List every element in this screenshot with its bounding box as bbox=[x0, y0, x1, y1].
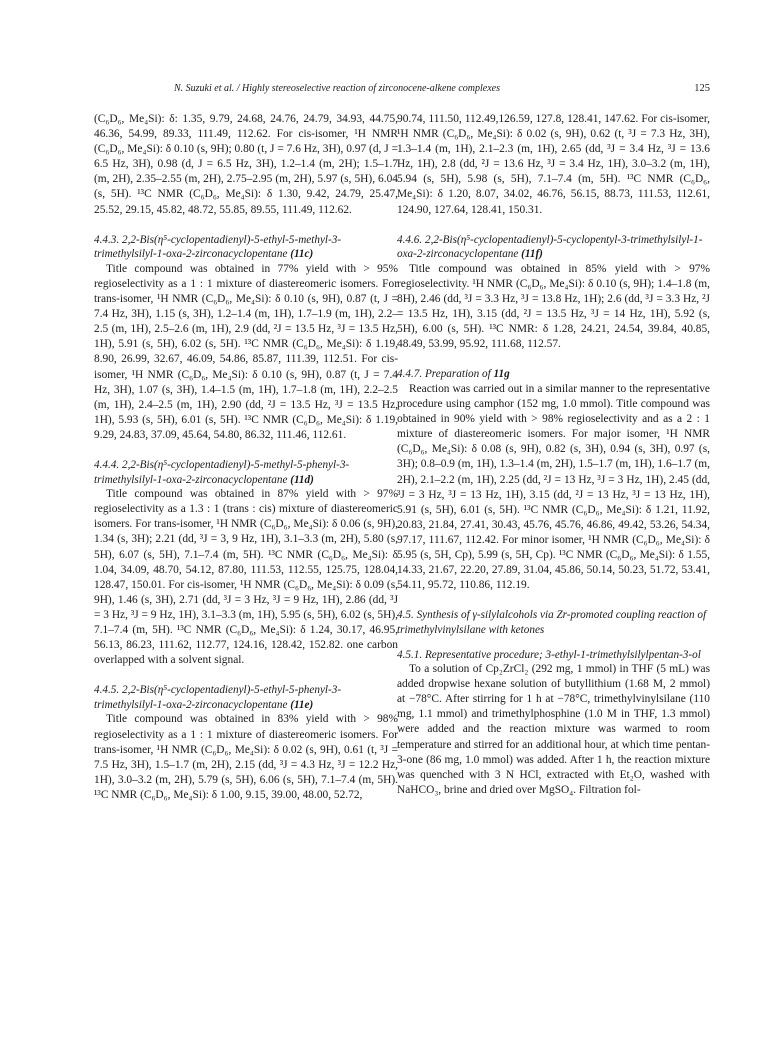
section-heading-4-5-1: 4.5.1. Representative procedure; 3-ethyl-1-trimethylsilylpentan-3-ol bbox=[397, 648, 701, 661]
right-column bbox=[397, 112, 710, 798]
paragraph-4-5-1: To a solution of Cp₂ZrCl₂ (292 mg, 1 mmol) in THF (5 mL) was added dropwise hexane solution of butyllithium (1.68 M, 2 mmol) at −78°C. After stirring for 1 h at −78°C, trimethylvinylsilane (110 mg, 1.1 mmol) and trimethylphosphine (1.0 M in THF, 1.3 mmol) were added and the reaction mixture was warmed to room temperature and stirred for an additional hour, at which time pentan-3-one (86 mg, 1.0 mmol) was added. After 1 h, the reaction mixture was quenched with 3 N HCl, extracted with Et₂O, washed with NaHCO₃, brine and dried over MgSO₄. Filtration fol- bbox=[397, 663, 710, 796]
section-heading-4-4-3 bbox=[94, 233, 398, 262]
paragraph-4-4-6: Title compound was obtained in 85% yield with > 97% regioselectivity. ¹H NMR (C₆D₆, Me₄Si): δ 0.10 (s, 9H); 1.4–1.8 (m, 8H), 2.46 (dd, ³J = 3.3 Hz, ³J = 13.8 Hz, 1H); 2.6 (dd, ³J = 3.3 Hz, ²J = 13.5 Hz, 1H), 3.15 (dd, ²J = 13.5 Hz, ³J = 14 Hz, 1H), 5.92 (s, 5H), 6.00 (s, 5H). ¹³C NMR: δ 1.28, 24.21, 24.54, 39.84, 40.85, 48.49, 53.99, 95.92, 111.68, 112.57. bbox=[397, 262, 710, 351]
heading-text: 4.4.3. 2,2-Bis(η⁵-cyclopentadienyl)-5-ethyl-5-methyl-3-trimethylsilyl-1-oxa-2-zirconacyclopentane bbox=[94, 233, 342, 261]
heading-text: 4.4.6. 2,2-Bis(η⁵-cyclopentadienyl)-5-cyclopentyl-3-trimethylsilyl-1-oxa-2-zirconacyclopentane bbox=[397, 233, 703, 261]
section-heading-4-4-6 bbox=[397, 233, 710, 262]
compound-label: (11c) bbox=[290, 248, 314, 261]
section-heading-4-4-4 bbox=[94, 458, 398, 487]
section-heading-4-5: 4.5. Synthesis of γ-silylalcohols via Zr-promoted coupling reaction of trimethylvinylsilane with ketones bbox=[397, 609, 707, 636]
left-column bbox=[94, 112, 398, 803]
paragraph-continued: 90.74, 111.50, 112.49,126.59, 127.8, 128.41, 147.62. For cis-isomer, ¹H NMR (C₆D₆, Me₄Si): δ 0.02 (s, 9H), 0.62 (t, ³J = 7.3 Hz, 3H), 1.3–1.4 (m, 1H), 2.1–2.3 (m, 1H), 2.65 (dd, ³J = 3.4 Hz, ³J = 13.6 Hz, 1H), 2.8 (dd, ²J = 13.6 Hz, ³J = 3.4 Hz, 1H), 3.0–3.2 (m, 1H), 5.94 (s, 5H), 5.98 (s, 5H), 7.1–7.4 (m, 5H). ¹³C NMR (C₆D₆, Me₄Si): δ 1.20, 8.07, 34.02, 46.76, 56.15, 88.73, 111.53, 112.61, 124.90, 127.64, 128.41, 150.31. bbox=[397, 113, 710, 216]
heading-text: 4.4.7. Preparation of bbox=[397, 368, 494, 381]
page-header bbox=[94, 83, 710, 99]
paragraph-continued: (C₆D₆, Me₄Si): δ: 1.35, 9.79, 24.68, 24.76, 24.79, 34.93, 44.75, 46.36, 54.99, 89.33, 111.49, 112.62. For cis-isomer, ¹H NMR (C₆D₆, Me₄Si): δ 0.10 (s, 9H); 0.80 (t, J = 7.6 Hz, 3H), 0.97 (d, J = 6.5 Hz, 3H), 0.98 (d, J = 6.5 Hz, 3H), 1.2–1.4 (m, 2H); 1.5–1.7 (m, 2H), 2.35–2.55 (m, 2H), 2.75–2.95 (m, 2H), 5.97 (s, 5H), 6.04 (s, 5H). ¹³C NMR (C₆D₆, Me₄Si): δ 1.30, 9.42, 24.79, 25.47, 25.52, 29.15, 45.82, 48.72, 55.85, 89.55, 111.49, 112.62. bbox=[94, 113, 398, 216]
compound-label: (11e) bbox=[290, 698, 314, 711]
heading-text: 4.4.4. 2,2-Bis(η⁵-cyclopentadienyl)-5-methyl-5-phenyl-3-trimethylsilyl-1-oxa-2-zirconacyclopentane bbox=[94, 458, 350, 486]
section-heading-4-4-5 bbox=[94, 683, 398, 712]
compound-label: 11g bbox=[493, 368, 510, 381]
section-heading-4-4-7 bbox=[397, 367, 710, 382]
compound-label: (11d) bbox=[290, 473, 314, 486]
compound-label: (11f) bbox=[521, 248, 543, 261]
heading-text: 4.4.5. 2,2-Bis(η⁵-cyclopentadienyl)-5-ethyl-5-phenyl-3-trimethylsilyl-1-oxa-2-zirconacyclopentane bbox=[94, 684, 342, 711]
paragraph-4-4-3: Title compound was obtained in 77% yield with > 95% regioselectivity as a 1 : 1 mixture of diastereomeric isomers. For trans-isomer, ¹H NMR (C₆D₆, Me₄Si): δ 0.10 (s, 9H), 0.87 (t, J = 7.4 Hz, 3H), 1.15 (s, 3H), 1.2–1.4 (m, 1H), 1.7–1.9 (m, 1H), 2.2–2.5 (m, 1H), 2.5–2.6 (m, 1H), 2.9 (dd, ²J = 13.5 Hz, ³J = 13.5 Hz, 1H), 5.91 (s, 5H), 6.02 (s, 5H). ¹³C NMR (C₆D₆, Me₄Si): δ 1.19, 8.90, 26.99, 32.67, 46.09, 54.86, 85.87, 111.39, 112.51. For cis-isomer, ¹H NMR (C₆D₆, Me₄Si): δ 0.10 (s, 9H), 0.87 (t, J = 7.4 Hz, 3H), 1.07 (s, 3H), 1.4–1.5 (m, 1H), 1.7–1.8 (m, 1H), 2.2–2.5 (m, 1H), 2.4–2.5 (m, 1H), 2.90 (dd, ²J = 13.5 Hz, ³J = 13.5 Hz, 1H), 5.93 (s, 5H), 6.01 (s, 5H). ¹³C NMR (C₆D₆, Me₄Si): δ 1.19, 9.29, 24.83, 37.09, 45.64, 54.80, 86.32, 111.46, 112.61. bbox=[94, 262, 398, 441]
paragraph-4-4-7: Reaction was carried out in a similar manner to the representative procedure using camphor (152 mg, 1.0 mmol). Title compound was obtained in 90% yield with > 98% regioselectivity and as a 2 : 1 mixture of diastereomeric isomers. For major isomer, ¹H NMR (C₆D₆, Me₄Si): δ 0.08 (s, 9H), 0.82 (s, 3H), 0.94 (s, 3H), 0.97 (s, 3H); 0.8–0.9 (m, 1H), 1.3–1.4 (m, 2H), 1.5–1.7 (m, 1H), 1.6–1.7 (m, 2H), 2.1–2.2 (m, 1H), 2.25 (dd, ²J = 13 Hz, ³J = 3 Hz, 1H), 2.45 (dd, ³J = 3 Hz, ³J = 13 Hz, 1H), 3.15 (dd, ²J = 13 Hz, ³J = 13 Hz, 1H), 5.91 (s, 5H), 6.01 (s, 5H). ¹³C NMR (C₆D₆, Me₄Si): δ 1.21, 11.92, 20.83, 21.84, 27.41, 30.43, 45.76, 45.76, 46.86, 49.42, 53.26, 54.34, 97.17, 111.67, 112.42. For minor isomer, ¹H NMR (C₆D₆, Me₄Si): δ 5.95 (s, 5H, Cp), 5.99 (s, 5H, Cp). ¹³C NMR (C₆D₆, Me₄Si): δ 1.55, 14.33, 21.67, 22.20, 27.89, 31.04, 45.86, 50.14, 50.23, 51.72, 53.41, 54.11, 95.72, 110.86, 112.19. bbox=[397, 383, 710, 592]
paragraph-4-4-4: Title compound was obtained in 87% yield with > 97% regioselectivity as a 1.3 : 1 (trans : cis) mixture of diastereomeric isomers. For trans-isomer, ¹H NMR (C₆D₆, Me₄Si): δ 0.06 (s, 9H), 1.34 (s, 3H); 2.21 (dd, ³J = 3, 9 Hz, 1H), 3.1–3.3 (m, 2H), 5.80 (s, 5H), 6.07 (s, 5H), 7.1–7.4 (m, 5H). ¹³C NMR (C₆D₆, Me₄Si): δ 1.04, 34.09, 48.70, 54.12, 87.80, 111.53, 112.55, 125.75, 128.04, 128.47, 150.01. For cis-isomer, ¹H NMR (C₆D₆, Me₄Si): δ 0.09 (s, 9H), 1.46 (s, 3H), 2.71 (dd, ³J = 3 Hz, ³J = 9 Hz, 1H), 2.86 (dd, ³J = 3 Hz, ³J = 9 Hz, 1H), 3.1–3.3 (m, 1H), 5.95 (s, 5H), 6.02 (s, 5H), 7.1–7.4 (m, 5H). ¹³C NMR (C₆D₆, Me₄Si): δ 1.24, 30.17, 46.95, 56.13, 86.23, 111.62, 112.77, 124.16, 128.42, 152.82. one carbon overlapped with a solvent signal. bbox=[94, 488, 398, 667]
paragraph-4-4-5: Title compound was obtained in 83% yield with > 98% regioselectivity as a 1 : 1 mixture of diastereomeric isomers. For trans-isomer, ¹H NMR (C₆D₆, Me₄Si): δ 0.02 (s, 9H), 0.61 (t, ³J = 7.5 Hz, 3H), 1.5–1.7 (m, 2H), 2.15 (dd, ³J = 4.3 Hz, ³J = 12.2 Hz, 1H), 3.0–3.2 (m, 2H), 5.79 (s, 5H), 6.06 (s, 5H), 7.1–7.4 (m, 5H). ¹³C NMR (C₆D₆, Me₄Si): δ 1.00, 9.15, 39.00, 48.00, 52.72, bbox=[94, 713, 398, 801]
page-number: 125 bbox=[694, 83, 710, 94]
running-head: N. Suzuki et al. / Highly stereoselective reaction of zirconocene-alkene complexes bbox=[174, 83, 501, 94]
